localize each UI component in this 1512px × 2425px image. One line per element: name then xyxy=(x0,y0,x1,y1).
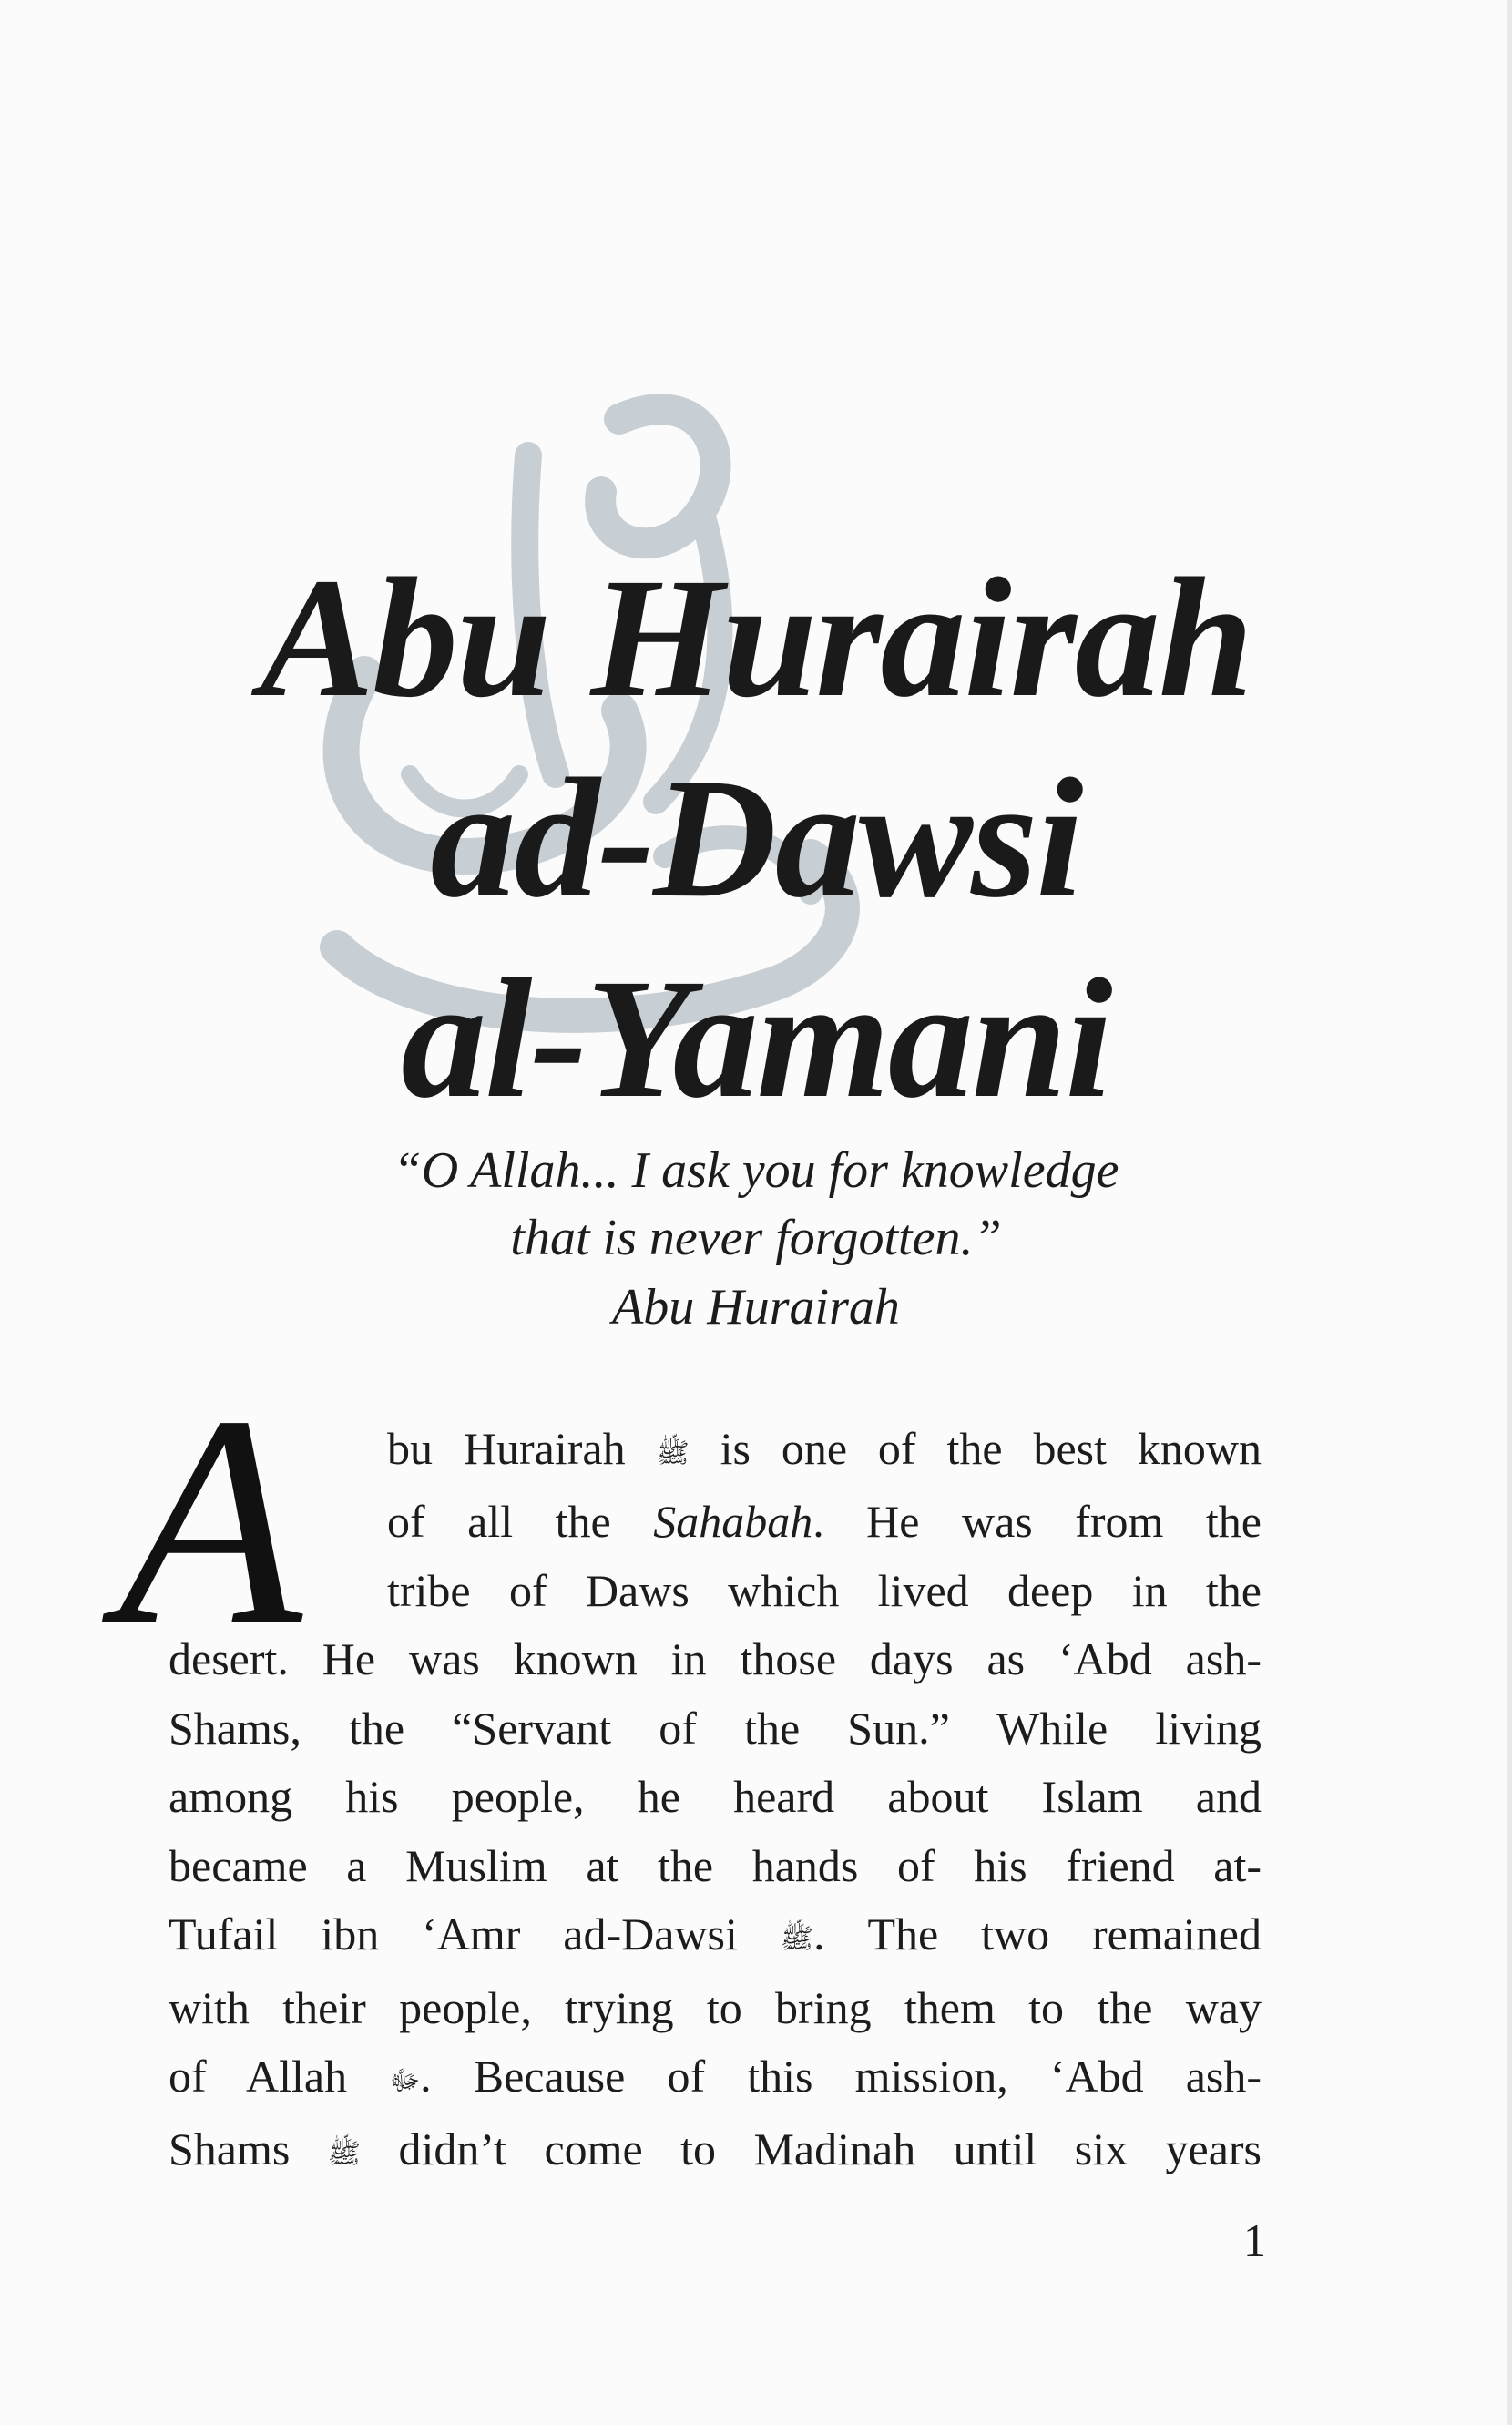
body-line: Tufail ibn ‘Amr ad-Dawsi ﷺ. The two remained xyxy=(169,1908,1262,1960)
body-line: became a Muslim at the hands of his friend at- xyxy=(169,1839,1262,1891)
epigraph-line-2: that is never forgotten.” xyxy=(510,1210,1002,1266)
body-line: Shams ﷺ didn’t come to Madinah until six years xyxy=(169,2123,1262,2175)
honorific-glyph: ﷺ xyxy=(780,1924,814,1955)
body-line: among his people, he heard about Islam and xyxy=(169,1771,1262,1823)
title-line-3: al-Yamani xyxy=(401,943,1111,1133)
body-line: tribe of Daws which lived deep in the xyxy=(387,1564,1262,1616)
epigraph-quote xyxy=(0,1137,1512,1341)
body-line: of all the Sahabah. He was from the xyxy=(387,1496,1262,1548)
honorific-glyph: ﷺ xyxy=(656,1438,690,1468)
page-number: 1 xyxy=(1243,2215,1266,2266)
body-line: Shams, the “Servant of the Sun.” While living xyxy=(169,1702,1262,1754)
body-paragraph xyxy=(169,1415,1262,2189)
italic-term: Sahabah xyxy=(653,1496,813,1548)
honorific-glyph: ﷺ xyxy=(327,2139,362,2170)
body-line: desert. He was known in those days as ‘Abd ash- xyxy=(169,1633,1262,1685)
drop-cap-letter: A xyxy=(118,1355,302,1687)
chapter-title xyxy=(0,537,1512,1139)
title-line-1: Abu Hurairah xyxy=(260,542,1252,732)
body-line: of Allah ﷻ. Because of this mission, ‘Abd ash- xyxy=(169,2051,1262,2103)
epigraph-attribution: Abu Hurairah xyxy=(612,1279,900,1335)
body-line: bu Hurairah ﷺ is one of the best known xyxy=(387,1423,1262,1474)
title-line-2: ad-Dawsi xyxy=(430,742,1082,933)
honorific-glyph: ﷻ xyxy=(389,2065,421,2096)
body-line: with their people, trying to bring them to the way xyxy=(169,1981,1262,2033)
epigraph-line-1: “O Allah... I ask you for knowledge xyxy=(393,1142,1119,1199)
